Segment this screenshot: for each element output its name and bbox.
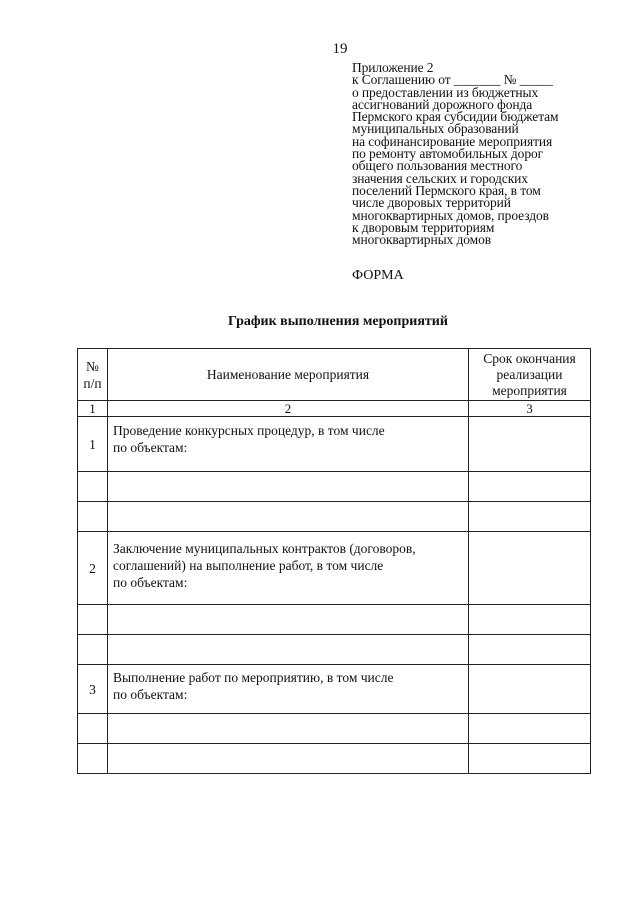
empty-cell xyxy=(78,605,108,635)
row-number: 1 xyxy=(78,417,108,472)
row-activity-name xyxy=(108,665,469,714)
row-number: 2 xyxy=(78,532,108,605)
empty-cell xyxy=(78,714,108,744)
header-term-line: Срок окончания xyxy=(483,350,576,366)
empty-cell[interactable] xyxy=(469,635,591,665)
appendix-line: поселений Пермского края, в том xyxy=(352,182,541,198)
table-row xyxy=(78,417,591,472)
document-title: График выполнения мероприятий xyxy=(228,314,448,329)
empty-cell xyxy=(78,502,108,532)
row-deadline-cell[interactable] xyxy=(469,665,591,714)
empty-cell[interactable] xyxy=(469,714,591,744)
table-row-empty xyxy=(78,714,591,744)
appendix-header xyxy=(352,62,612,246)
empty-cell[interactable] xyxy=(108,635,469,665)
appendix-line: муниципальных образований xyxy=(352,121,519,137)
row-deadline-cell[interactable] xyxy=(469,417,591,472)
header-num xyxy=(78,349,108,401)
empty-cell xyxy=(78,635,108,665)
table-row-empty xyxy=(78,502,591,532)
empty-cell[interactable] xyxy=(108,714,469,744)
appendix-line: Приложение 2 xyxy=(352,60,434,75)
header-term xyxy=(469,349,591,401)
appendix-line: значения сельских и городских xyxy=(352,170,528,186)
appendix-line: на софинансирование мероприятия xyxy=(352,133,553,149)
activity-line: Заключение муниципальных контрактов (договоров, xyxy=(113,541,416,556)
empty-cell[interactable] xyxy=(108,472,469,502)
empty-cell[interactable] xyxy=(108,605,469,635)
empty-cell[interactable] xyxy=(108,744,469,774)
empty-cell[interactable] xyxy=(108,502,469,532)
activity-line: Выполнение работ по мероприятию, в том числе xyxy=(113,670,394,685)
page-number: 19 xyxy=(332,41,348,57)
row-activity-name xyxy=(108,532,469,605)
table-row-empty xyxy=(78,635,591,665)
header-term-line: мероприятия xyxy=(492,382,567,398)
appendix-line: многоквартирных домов, проездов xyxy=(352,207,549,223)
table-row xyxy=(78,665,591,714)
empty-cell xyxy=(78,744,108,774)
header-num-line: п/п xyxy=(83,375,102,391)
activity-line: соглашений) на выполнение работ, в том числе xyxy=(113,558,384,573)
activity-line: по объектам: xyxy=(113,440,188,455)
row-deadline-cell[interactable] xyxy=(469,532,591,605)
column-index: 3 xyxy=(469,401,591,417)
appendix-line: по ремонту автомобильных дорог xyxy=(352,146,544,162)
row-number: 3 xyxy=(78,665,108,714)
column-index: 1 xyxy=(78,401,108,417)
activity-line: по объектам: xyxy=(113,687,188,702)
appendix-line: к дворовым территориям xyxy=(352,219,495,235)
row-activity-name xyxy=(108,417,469,472)
appendix-line: общего пользования местного xyxy=(352,158,523,174)
column-index: 2 xyxy=(108,401,469,417)
empty-cell[interactable] xyxy=(469,744,591,774)
table-row-empty xyxy=(78,605,591,635)
appendix-line: числе дворовых территорий xyxy=(352,195,511,211)
empty-cell xyxy=(78,472,108,502)
table-header-row xyxy=(78,349,591,401)
activity-line: Проведение конкурсных процедур, в том числе xyxy=(113,423,385,438)
empty-cell[interactable] xyxy=(469,605,591,635)
form-label: ФОРМА xyxy=(352,268,404,283)
activity-line: по объектам: xyxy=(113,575,188,590)
appendix-line: о предоставлении из бюджетных xyxy=(352,84,539,100)
table-row-empty xyxy=(78,472,591,502)
header-name: Наименование мероприятия xyxy=(108,349,469,401)
schedule-table xyxy=(77,348,591,774)
table-row xyxy=(78,532,591,605)
appendix-line: ассигнований дорожного фонда xyxy=(352,96,533,112)
header-num-line: № xyxy=(86,358,99,374)
appendix-line: многоквартирных домов xyxy=(352,232,492,248)
header-term-line: реализации xyxy=(496,366,563,382)
empty-cell[interactable] xyxy=(469,502,591,532)
column-index-row xyxy=(78,401,591,417)
table-row-empty xyxy=(78,744,591,774)
empty-cell[interactable] xyxy=(469,472,591,502)
appendix-line: Пермского края субсидии бюджетам xyxy=(352,109,559,125)
appendix-line: к Соглашению от _______ № _____ xyxy=(352,72,553,88)
